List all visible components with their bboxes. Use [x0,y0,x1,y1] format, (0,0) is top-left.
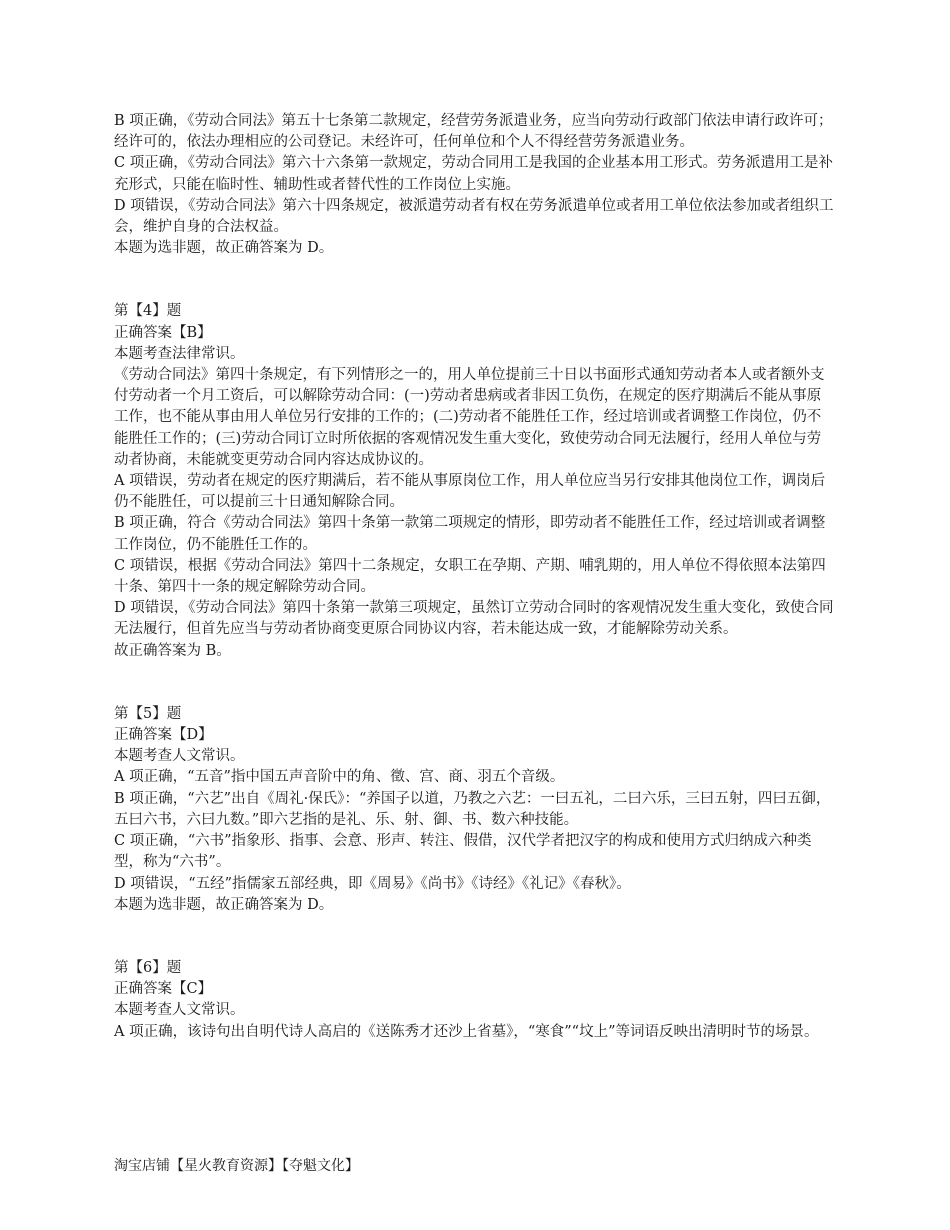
paragraph: C 项正确，《劳动合同法》第六十六条第一款规定，劳动合同用工是我国的企业基本用工形式。劳务派遣用工是补充形式，只能在临时性、辅助性或者替代性的工作岗位上实施。 [114,155,833,193]
paragraph: D 项错误，“五经”指儒家五部经典，即《周易》《尚书》《诗经》《礼记》《春秋》。 [114,875,631,892]
paragraph: 本题为选非题，故正确答案为 D。 [114,896,334,913]
paragraph: 本题考查人文常识。 [114,1002,245,1019]
paragraph: C 项错误，根据《劳动合同法》第四十二条规定，女职工在孕期、产期、哺乳期的，用人单位不得依照本法第四十条、第四十一条的规定解除劳动合同。 [114,557,826,596]
paragraph: B 项正确，符合《劳动合同法》第四十条第一款第二项规定的情形，即劳动者不能胜任工作，经过培训或者调整工作岗位，仍不能胜任工作的。 [114,515,826,553]
paragraph: 本题考查人文常识。 [114,748,245,765]
paragraph: A 项正确，“五音”指中国五声音阶中的角、徵、宫、商、羽五个音级。 [114,769,565,786]
question-title: 第【6】题 [114,959,182,976]
paragraph: D 项错误，《劳动合同法》第六十四条规定，被派遣劳动者有权在劳务派遣单位或者用工单位依法参加或者组织工会，维护自身的合法权益。 [114,197,834,236]
previous-question-analysis [114,111,834,259]
page-footer: 淘宝店铺【星火教育资源】【夺魁文化】 [114,1158,359,1174]
paragraph: B 项正确，《劳动合同法》第五十七条第二款规定，经营劳务派遣业务，应当向劳动行政部门依法申请行政许可；经许可的，依法办理相应的公司登记。未经许可，任何单位和个人不得经营劳务派遣业务。 [114,113,833,151]
paragraph: A 项错误，劳动者在规定的医疗期满后，若不能从事原岗位工作，用人单位应当另行安排其他岗位工作，调岗后仍不能胜任，可以提前三十日通知解除合同。 [114,473,826,511]
question-4 [114,301,834,661]
paragraph: 本题为选非题，故正确答案为 D。 [114,240,334,257]
paragraph: D 项错误，《劳动合同法》第四十条第一款第三项规定，虽然订立劳动合同时的客观情况发生重大变化，致使合同无法履行，但首先应当与劳动者协商变更原合同协议内容，若未能达成一致，才能解除劳动关系。 [114,600,834,638]
paragraph: A 项正确，该诗句出自明代诗人高启的《送陈秀才还沙上省墓》，“寒食”“坟上”等词语反映出清明时节的场景。 [114,1023,819,1040]
correct-answer: 正确答案【D】 [114,727,213,744]
correct-answer: 正确答案【C】 [114,981,213,998]
question-title: 第【4】题 [114,303,182,320]
question-5 [114,704,834,916]
document-body [114,111,834,1043]
paragraph: B 项正确，“六艺”出自《周礼·保氏》：“养国子以道，乃教之六艺：一曰五礼，二曰六乐，三曰五射，四曰五御，五曰六书，六曰九数。”即六艺指的是礼、乐、射、御、书、数六种技能。 [114,790,831,828]
question-title: 第【5】题 [114,705,182,722]
correct-answer: 正确答案【B】 [114,324,212,341]
paragraph: 本题考查法律常识。 [114,345,245,362]
paragraph: 故正确答案为 B。 [114,642,231,659]
question-6 [114,958,834,1043]
paragraph: 《劳动合同法》第四十条规定，有下列情形之一的，用人单位提前三十日以书面形式通知劳动者本人或者额外支付劳动者一个月工资后，可以解除劳动合同：(一)劳动者患病或者非因工负伤，在规定的医疗期满后不能从事原工作，也不能从事由用人单位另行安排的工作的；(二)劳动者不能胜任工作，经过培训或者调整工作岗位，仍不能胜任工作的；(三)劳动合同订立时所依据的客观情况发生重大变化，致使劳动合同无法履行，经用人单位与劳动者协商，未能就变更劳动合同内容达成协议的。 [114,367,825,468]
paragraph: C 项正确，“六书”指象形、指事、会意、形声、转注、假借，汉代学者把汉字的构成和使用方式归纳成六种类型，称为“六书”。 [114,833,812,871]
